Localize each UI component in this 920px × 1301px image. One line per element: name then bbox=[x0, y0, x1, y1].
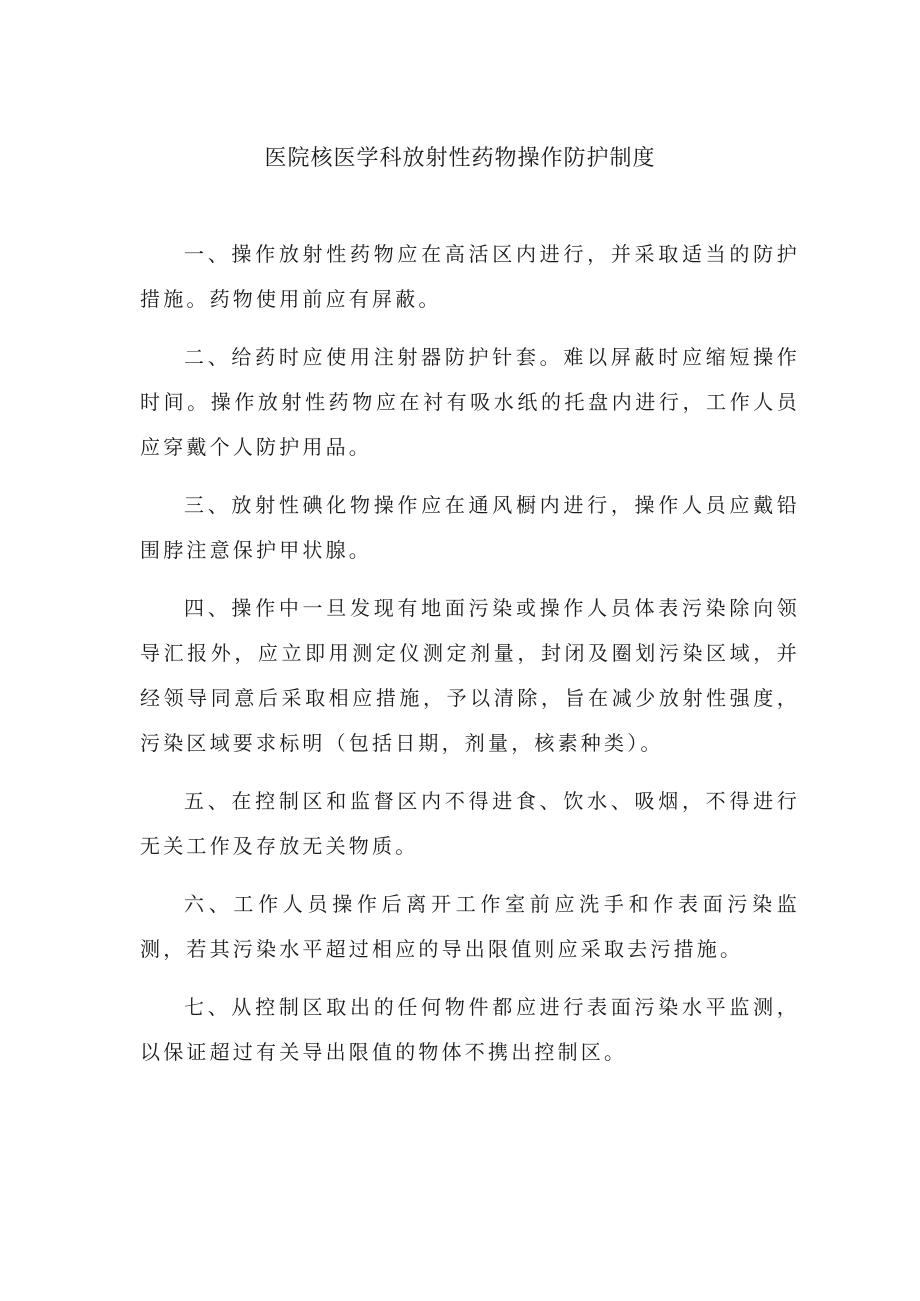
paragraph-1: 一、操作放射性药物应在高活区内进行，并采取适当的防护措施。药物使用前应有屏蔽。 bbox=[140, 242, 800, 311]
paragraph-4: 四、操作中一旦发现有地面污染或操作人员体表污染除向领导汇报外，应立即用测定仪测定剂量，封闭及圈划污染区域，并经领导同意后采取相应措施，予以清除，旨在减少放射性强度，污染区域要求标明（包括日期，剂量，核素种类）。 bbox=[140, 596, 800, 755]
document-title: 医院核医学科放射性药物操作防护制度 bbox=[264, 146, 656, 171]
paragraph-7: 七、从控制区取出的任何物件都应进行表面污染水平监测，以保证超过有关导出限值的物体不携出控制区。 bbox=[140, 995, 800, 1064]
paragraph-3: 三、放射性碘化物操作应在通风橱内进行，操作人员应戴铅围脖注意保护甲状腺。 bbox=[140, 493, 800, 562]
paragraph-5: 五、在控制区和监督区内不得进食、饮水、吸烟，不得进行无关工作及存放无关物质。 bbox=[140, 789, 800, 858]
document-body bbox=[140, 232, 800, 1088]
paragraph-6: 六、工作人员操作后离开工作室前应洗手和作表面污染监测，若其污染水平超过相应的导出限值则应采取去污措施。 bbox=[140, 892, 800, 961]
paragraph-2: 二、给药时应使用注射器防护针套。难以屏蔽时应缩短操作时间。操作放射性药物应在衬有吸水纸的托盘内进行，工作人员应穿戴个人防护用品。 bbox=[140, 345, 800, 459]
